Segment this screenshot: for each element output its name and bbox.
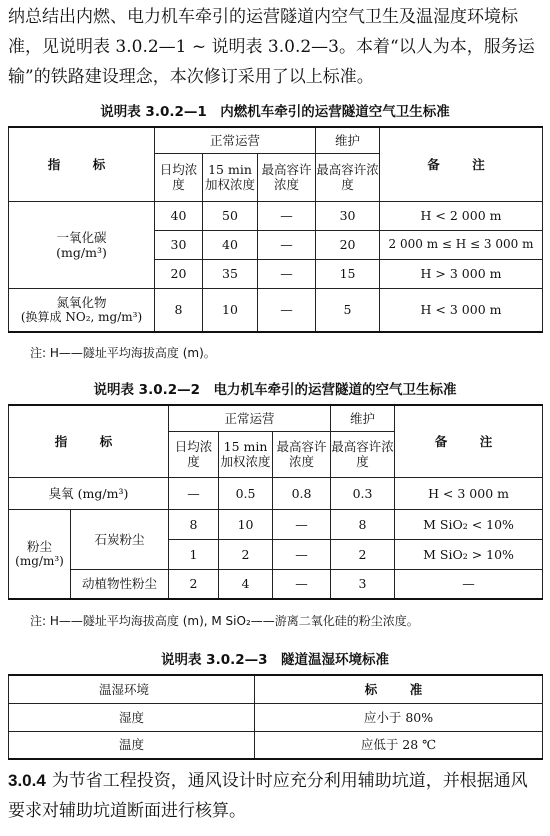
- table-cell: 5: [316, 288, 380, 332]
- table-cell: M SiO₂ > 10%: [395, 539, 543, 569]
- t1-header-15min: 15 min 加权浓度: [203, 153, 258, 201]
- table-cell: 10: [203, 288, 258, 332]
- table-cell: 8: [155, 288, 203, 332]
- table-cell: 2: [331, 539, 395, 569]
- table-cell: 湿度: [9, 703, 255, 731]
- table-cell: 4: [219, 569, 273, 599]
- table-cell: 2 000 m ≤ H ≤ 3 000 m: [380, 230, 543, 259]
- t1-no2-label: 氮氧化物: [56, 294, 107, 310]
- table-cell: 10: [219, 509, 273, 539]
- table-cell: 8: [331, 509, 395, 539]
- table-cell: 30: [155, 230, 203, 259]
- table-cell: 应低于 28 ℃: [255, 731, 543, 759]
- t2-coal-label: 石炭粉尘: [71, 509, 169, 569]
- table-cell: 0.8: [273, 477, 331, 509]
- table-cell: 30: [316, 201, 380, 230]
- section-number: 3.0.4: [8, 771, 46, 790]
- t1-header-remark: 备 注: [380, 127, 543, 201]
- t2-header-daily: 日均浓度: [169, 431, 219, 477]
- table-cell: 15: [316, 259, 380, 288]
- table-cell: —: [273, 569, 331, 599]
- table-cell: 2: [169, 569, 219, 599]
- table-cell: —: [258, 201, 316, 230]
- table-cell: —: [273, 509, 331, 539]
- table-cell: 35: [203, 259, 258, 288]
- t1-header-indicator: 指 标: [9, 127, 155, 201]
- table3-caption: 说明表 3.0.2—3 隧道温湿环境标准: [160, 652, 390, 668]
- t3-header-std: 标 准: [255, 675, 543, 703]
- table-cell: 温度: [9, 731, 255, 759]
- t2-header-max-maint: 最高容许浓度: [331, 431, 395, 477]
- table3: [8, 674, 543, 760]
- table-cell: 8: [169, 509, 219, 539]
- t1-no2-cell: [9, 288, 155, 332]
- table1-caption: 说明表 3.0.2—1 内燃机车牵引的运营隧道空气卫生标准: [100, 104, 450, 120]
- t2-ozone-label: 臭氧 (mg/m³): [9, 477, 169, 509]
- section-paragraph: [8, 766, 544, 826]
- t2-header-normal: 正常运营: [169, 405, 331, 431]
- table-cell: —: [395, 569, 543, 599]
- table-cell: —: [258, 259, 316, 288]
- table-cell: 40: [155, 201, 203, 230]
- t2-header-remark: 备 注: [395, 405, 543, 477]
- t1-co-label: 一氧化碳: [56, 229, 107, 245]
- table-cell: 1: [169, 539, 219, 569]
- t1-header-normal: 正常运营: [155, 127, 316, 153]
- table-cell: 0.5: [219, 477, 273, 509]
- t1-co-unit: (mg/m³): [56, 244, 107, 260]
- table-cell: —: [258, 288, 316, 332]
- t2-header-15min: 15 min 加权浓度: [219, 431, 273, 477]
- table-cell: —: [258, 230, 316, 259]
- t2-dust-unit: (mg/m³): [15, 553, 64, 568]
- table2-caption: 说明表 3.0.2—2 电力机车牵引的运营隧道的空气卫生标准: [93, 382, 457, 398]
- t1-header-max-maint: 最高容许浓度: [316, 153, 380, 201]
- table-cell: H < 3 000 m: [380, 288, 543, 332]
- t3-header-env: 温湿环境: [9, 675, 255, 703]
- t2-plant-label: 动植物性粉尘: [71, 569, 169, 599]
- table-cell: M SiO₂ < 10%: [395, 509, 543, 539]
- table-cell: H > 3 000 m: [380, 259, 543, 288]
- t2-header-indicator: 指 标: [9, 405, 169, 477]
- table-cell: H < 3 000 m: [395, 477, 543, 509]
- t2-dust-label: 粉尘: [26, 538, 52, 554]
- table-cell: 40: [203, 230, 258, 259]
- table1: [8, 126, 543, 333]
- intro-paragraph: 纳总结出内燃、电力机车牵引的运营隧道内空气卫生及温湿度环境标准，见说明表 3.0.2—1 ~ 说明表 3.0.2—3。本着“以人为本，服务运输”的铁路建设理念，本次修订采用了以上标准。: [8, 7, 535, 87]
- table-cell: 3: [331, 569, 395, 599]
- table1-note: 注: H——隧址平均海拔高度 (m)。: [30, 346, 216, 360]
- table-cell: —: [169, 477, 219, 509]
- table-cell: 20: [316, 230, 380, 259]
- t1-header-daily: 日均浓度: [155, 153, 203, 201]
- t1-no2-unit: (换算成 NO₂, mg/m³): [20, 309, 143, 324]
- t2-header-maint: 维护: [331, 405, 395, 431]
- t1-co-cell: [9, 201, 155, 288]
- table-cell: 0.3: [331, 477, 395, 509]
- table-cell: —: [273, 539, 331, 569]
- table-cell: 应小于 80%: [255, 703, 543, 731]
- table-cell: 20: [155, 259, 203, 288]
- section-text: 为节省工程投资，通风设计时应充分利用辅助坑道，并根据通风要求对辅助坑道断面进行核算。: [8, 771, 528, 821]
- t1-header-maint: 维护: [316, 127, 380, 153]
- t1-header-max: 最高容许浓度: [258, 153, 316, 201]
- t2-dust-cell: [9, 509, 71, 599]
- table2: [8, 404, 543, 600]
- t2-header-max: 最高容许浓度: [273, 431, 331, 477]
- table2-note: 注: H——隧址平均海拔高度 (m), M SiO₂——游离二氧化硅的粉尘浓度。: [30, 614, 419, 628]
- table-cell: H < 2 000 m: [380, 201, 543, 230]
- table-cell: 50: [203, 201, 258, 230]
- table-cell: 2: [219, 539, 273, 569]
